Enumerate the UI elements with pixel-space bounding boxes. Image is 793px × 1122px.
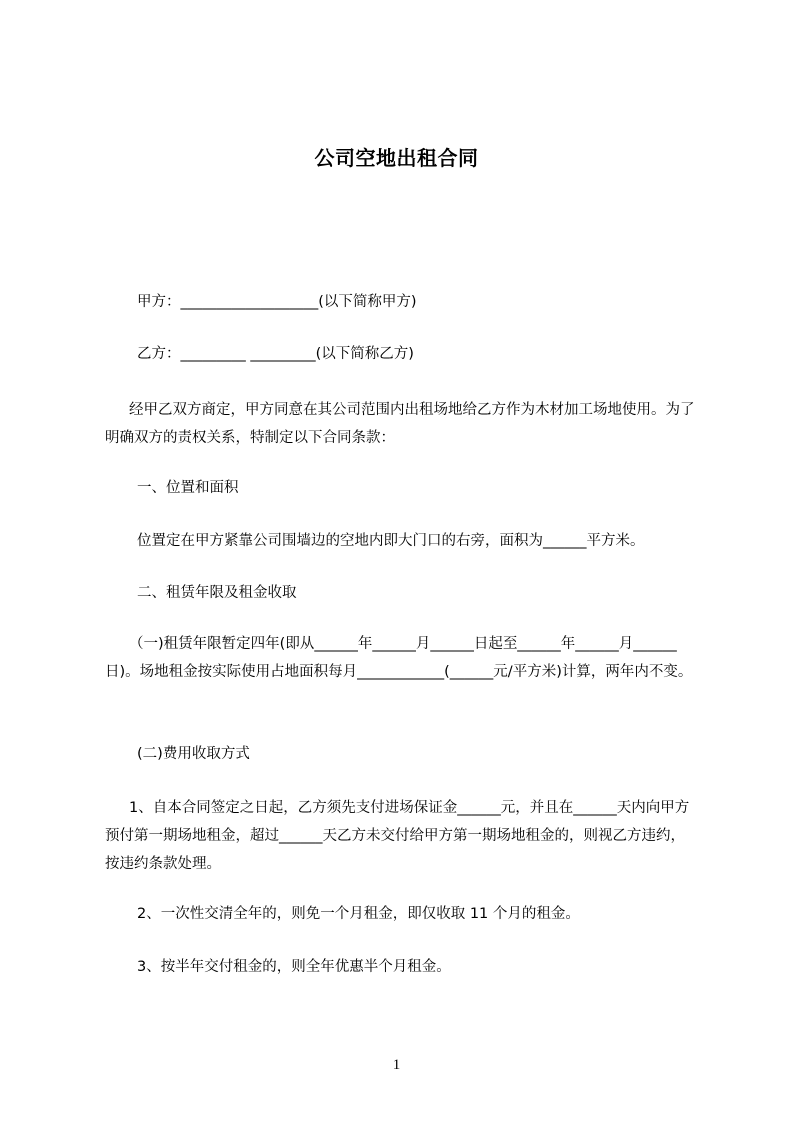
payment-clause-2: 2、一次性交清全年的，则免一个月租金，即仅收取 11 个月的租金。 [137, 906, 580, 922]
payment-clause-1: 1、自本合同签定之日起，乙方须先支付进场保证金______元，并且在______天内向甲方预付第一期场地租金，超过______天乙方未交付给甲方第一期场地租金的，则视乙方违约，按违约条款处理。 [105, 800, 690, 872]
lease-term-paragraph: （一)租赁年限暂定四年(即从______年______月______日起至______年______月______日)。场地租金按实际使用占地面积每月____________(______元/平方米)计算，两年内不变。 [105, 636, 693, 680]
section-2-heading: 二、租赁年限及租金收取 [137, 585, 297, 601]
party-a-line: 甲方：___________________(以下简称甲方) [137, 294, 417, 310]
payment-clause-3: 3、按半年交付租金的，则全年优惠半个月租金。 [137, 959, 451, 975]
intro-paragraph: 经甲乙双方商定，甲方同意在其公司范围内出租场地给乙方作为木材加工场地使用。为了明确双方的责权关系，特制定以下合同条款： [105, 402, 695, 446]
page-number: 1 [392, 1057, 401, 1073]
payment-method-heading: (二)费用收取方式 [137, 746, 250, 762]
section-1-body: 位置定在甲方紧靠公司围墙边的空地内即大门口的右旁，面积为______平方米。 [137, 533, 645, 549]
section-1-heading: 一、位置和面积 [137, 480, 239, 496]
contract-title: 公司空地出租合同 [314, 146, 479, 170]
party-b-line: 乙方：_________ _________(以下简称乙方) [137, 346, 414, 362]
